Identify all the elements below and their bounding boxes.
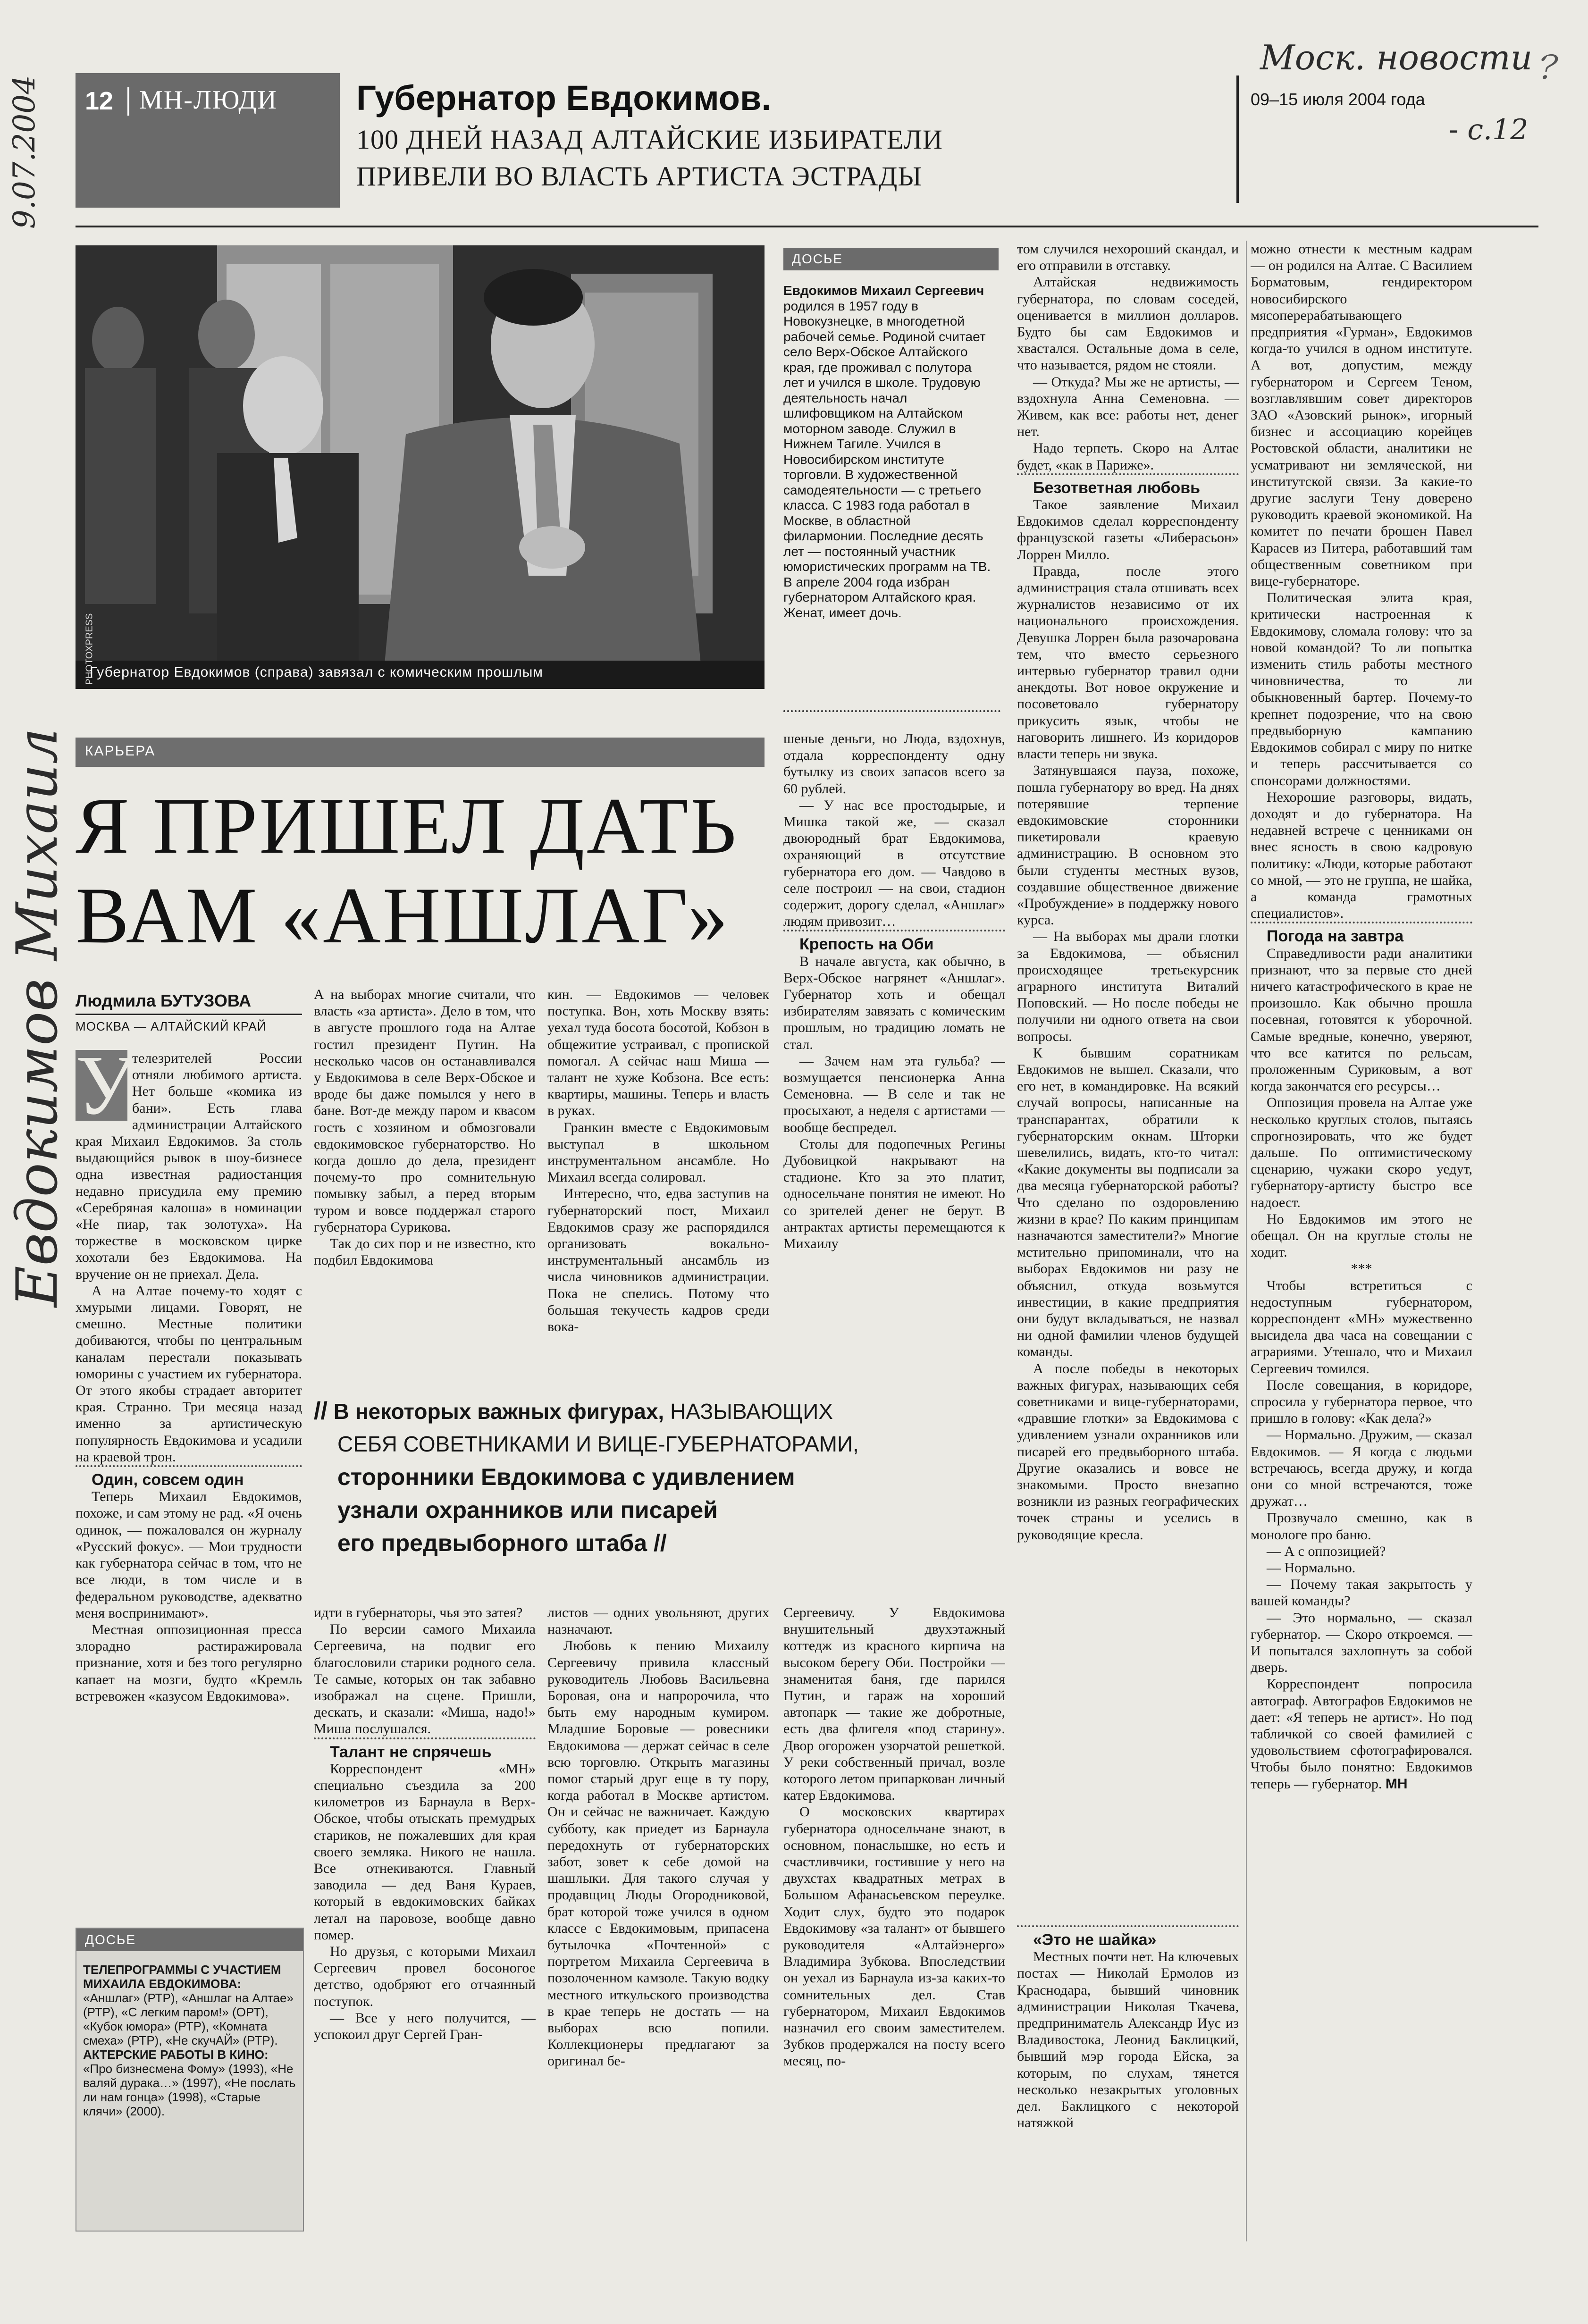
col7-p8: После совещания, в коридоре, спросила у губернатора первое, что пришло в голову: «Как дела?» — [1251, 1377, 1472, 1426]
col4-p5: Столы для подопечных Регины Дубовицкой накрывают на стадионе. Кто за это платит, односельчане понятия не имеют. Но со зрителей денег не берут. В антрактах артисты перемещаются к Михаилу — [783, 1136, 1005, 1252]
article-col-4-lower — [783, 1604, 1005, 2241]
col7-stars: *** — [1351, 1261, 1372, 1277]
col3-lower-p2: Любовь к пению Михаилу Сергеевичу привила классный руководитель Любовь Васильевна Боровая, она и напророчила, что быть ему народным кумиром. Младшие Боровые — ровесники Евдокимова — держат сейчас в селе всю торговлю. Открыть магазины помог старый друг еще в ту пору, когда работал в Москве артистом. Он и сейчас не важничает. Каждую субботу, как приедет из Барнаула передохнуть от губернаторских забот, зовет к себе домой на шашлыки. Для такого случая у продавщиц Люды Огородниковой, брат которой тоже учился в одном классе с Евдокимовым, припасена бутылочка «Почтенной» с портретом Михаила Сергеевича в позолоченном камзоле. Такую водку местного иткульского производства в крае теперь не достать — на выборах всю попили. Коллекционеры предлагают за оригинал бе- — [547, 1638, 769, 2069]
article-col-4-upper — [783, 730, 1005, 1391]
headline-line2: ВАМ «АНШЛАГ» — [76, 871, 730, 960]
col5-top3: — Откуда? Мы же не артисты, — вздохнула Анна Семеновна. — Живем, как все: работы нет, денег нет. — [1017, 374, 1239, 440]
byline-rule — [76, 1014, 302, 1015]
handwritten-source: Моск. новости — [1260, 38, 1533, 77]
page-number-divider — [127, 87, 129, 116]
handwritten-name: Евдокимов Михаил — [5, 728, 70, 1307]
dossier-top — [783, 283, 996, 708]
col4-p3: В начале августа, как обычно, в Верх-Обское нагрянет «Аншлаг». Губернатор хоть и обещал избирателям завязать с комическим прошлым, но традицию ломать не стал. — [783, 953, 1005, 1052]
col1-p4: Местная оппозиционная пресса злорадно растиражировала признание, хотя и без того регулярно капает на мозги, будто «Кремль встревожен «казусом Евдокимова». — [76, 1621, 302, 1704]
col7-p11: — А с оппозицией? — [1267, 1543, 1386, 1559]
handwritten-page-ref: - с.12 — [1449, 113, 1529, 146]
page-header — [76, 73, 340, 208]
dossier-bottom-film-head: АКТЕРСКИЕ РАБОТЫ В КИНО: — [83, 2047, 269, 2062]
col7-p10: Прозвучало смешно, как в монологе про баню. — [1251, 1510, 1472, 1543]
col7-p13: — Почему такая закрытость у вашей команды? — [1251, 1577, 1472, 1609]
quote-line-2: СЕБЯ СОВЕТНИКАМИ И ВИЦЕ-ГУБЕРНАТОРАМИ, — [337, 1432, 859, 1456]
col4-subhead: Крепость на Оби — [783, 930, 1005, 953]
col7-subhead: Погода на завтра — [1251, 922, 1472, 945]
col4-top: шеные деньги, но Люда, вздохнув, отдала корреспонденту одну бутылку из своих запасов всего за 60 рублей. — [783, 731, 1005, 797]
col3-lower-p1: листов — одних увольняют, других назначают. — [547, 1605, 769, 1637]
page-number: 12 — [85, 87, 114, 115]
article-col-2-upper — [314, 986, 536, 1387]
quote-line-5: его предвыборного штаба // — [337, 1530, 667, 1556]
section-name: МН-ЛЮДИ — [139, 85, 277, 115]
col7-p14: — Это нормально, — сказал губернатор. — Скоро откроемся. — И попытался захлопнуть за собой дверь. — [1251, 1610, 1472, 1676]
col3-p1: кин. — Евдокимов — человек поступка. Вон, хоть Москву взять: уехал туда босота босотой, Кобзон в общежитие устраивал, с пропиской помогал. А сейчас наш Миша — талант не хуже Кобзона. Все есть: квартиры, машины. Теперь и власть в руках. — [547, 987, 769, 1119]
dossier-top-bottom-rule — [783, 710, 1000, 712]
pull-quote — [314, 1397, 989, 1595]
header-subtitle-2: ПРИВЕЛИ ВО ВЛАСТЬ АРТИСТА ЭСТРАДЫ — [356, 161, 922, 192]
col7-p3: Нехорошие разговоры, видать, доходят и до губернатора. На недавней встрече с ценниками он внес ясность в свою кадровую политику: «Люди, которые работают со мной, — это не группа, не шайка, а команда грамотных специалистов». — [1251, 789, 1472, 922]
col2-p1: А на выборах многие считали, что власть «за артиста». Дело в том, что в августе прошлого года на Алтае гостил президент Путин. На несколько часов он останавливался у Евдокимова в селе Верх-Обское и вроде бы даже помылся у него в бане. Вот-де между паром и квасом гость с хозяином и обмозговали евдокимовское губернаторство. Но когда дошло до дела, президент почему-то про сомнительную помывку забыл, а перед вторым туром и вовсе поддержал старого губернатора Сурикова. — [314, 987, 536, 1235]
col4-lower-p2: О московских квартирах губернатора односельчане знают, в основном, понаслышке, но есть и счастливчики, гостившие у него на двухстах квадратных метрах в Большом Афанасьевском переулке. Ходит слух, будто это подарок Евдокимову «за талант» от бывшего руководителя «Алтайэнерго» Владимира Зубкова. Впоследствии он уехал из Барнаула из-за каких-то сомнительных дел. Став губернатором, Михаил Евдокимов назначил его своим заместителем. Зубков продержался на посту всего месяц, по- — [783, 1804, 1005, 2069]
col3-p2: Гранкин вместе с Евдокимовым выступал в школьном инструментальном ансамбле. Но Михаил всегда солировал. — [547, 1119, 769, 1185]
col5-p5: Затянувшаяся пауза, похоже, пошла губернатору во вред. На днях потерявшие терпение евдокимовские сторонники пикетировали краевую администрацию. В основном это были студенты местных вузов, создавшие общественное движение «Пробуждение» в поддержку нового курса. — [1017, 763, 1239, 928]
col2-lower-p2: Корреспондент «МН» специально съездила за 200 километров из Барнаула в Верх-Обское, чтобы отыскать премудрых стариков, не пожалевших для края своего земляка. Никого не нашла. Все отнекиваются. Главный заводила — дед Ваня Кураев, который в евдокимовских байках летал на паровозе, вообще давно помер. — [314, 1761, 536, 1943]
col7-p5: Оппозиция провела на Алтае уже несколько круглых столов, пытаясь спрогнозировать, что же будет дальше. По оптимистическому сценарию, чужаки скоро уедут, губернатору-артисту быстро все надоест. — [1251, 1095, 1472, 1210]
rubric-bar — [76, 738, 765, 767]
quote-line-1-bold: В некоторых важных фигурах, — [333, 1399, 664, 1424]
article-col-7 — [1251, 241, 1472, 2223]
article-col-3-lower — [547, 1604, 769, 2241]
col5-top4: Надо терпеть. Скоро на Алтае будет, «как в Париже». — [1017, 440, 1239, 473]
dossier-bottom — [76, 1928, 304, 2232]
header-bottom-rule — [76, 226, 1538, 227]
col2-lower-p3: Но друзья, с которыми Михаил Сергеевич провел босоногое детство, одобряют его отчаянный поступок. — [314, 1944, 536, 2009]
col7-p15-text: Корреспондент попросила автограф. Автографов Евдокимов не дает: «Я теперь не артист». Но под табличкой со своей фамилией с удовольствием сфотографировался. Чтобы было понятно: Евдокимов теперь — губернатор. — [1251, 1676, 1472, 1792]
header-date: 09–15 июля 2004 года — [1251, 90, 1425, 109]
col6-p1: Местных почти нет. На ключевых постах — Николай Ермолов из Краснодара, бывший чиновник администрации Николая Ткачева, предприниматель Александр Иус из Владивостока, Леонид Баклицкий, бывший мэр города Ейска, за которым, по слухам, тянется несколько незакрытых уголовных дел. Баклицкого с некоторой натяжкой — [1017, 1949, 1239, 2131]
col1-p2: А на Алтае почему-то ходят с хмурыми лицами. Говорят, не смешно. Местные политики добиваются, чтобы по центральным каналам перестали показывать юморины с участием их губернатора. От этого якобы страдает авторитет края. Странно. Три месяца назад именно за артистическую популярность Евдокимова и усадили на краевой трон. — [76, 1283, 302, 1465]
article-col-6 — [1017, 1925, 1239, 2246]
col5-top: том случился нехороший скандал, и его отправили в отставку. — [1017, 241, 1239, 274]
col4-lower-p1: Сергеевичу. У Евдокимова внушительный двухэтажный коттедж из красного кирпича на высоком берегу Оби. Постройки — знаменитая баня, где парился Путин, и гараж на хороший автопарк — такие же добротные, есть два флигеля «под старину». Двор огорожен узорчатой решеткой. У реки собственный причал, возле которого летом припаркован личный катер Евдокимова. — [783, 1605, 1005, 1804]
col7-p4: Справедливости ради аналитики признают, что за первые сто дней ничего катастрофического в крае не произошло. Как обычно прошла посевная, готовятся к уборочной. Самые вредные, конечно, уверяют, что все катится по рельсам, проложенным Суриковым, а вот когда закончатся его ресурсы… — [1251, 945, 1472, 1094]
headline-line1: Я ПРИШЕЛ ДАТЬ — [76, 781, 739, 870]
header-subtitle-1: 100 ДНЕЙ НАЗАД АЛТАЙСКИЕ ИЗБИРАТЕЛИ — [356, 124, 943, 155]
col4-top2: — У нас все простодырые, и Мишка такой же, — сказал двоюродный брат Евдокимова, охраняющий в отсутствие губернатора его дом. — Чавдово в селе построил — на свои, стадион содержит, дорогу сделал, «Аншлаг» людям привозит… — [783, 797, 1005, 930]
article-col-3-upper — [547, 986, 769, 1387]
col1-lead-wrap — [76, 1038, 302, 1283]
signature-mn: МН — [1385, 1776, 1408, 1792]
quote-line-1-rest: НАЗЫВАЮЩИХ — [664, 1399, 833, 1424]
byline-author: Людмила БУТУЗОВА — [76, 991, 252, 1010]
dossier-top-text: родился в 1957 году в Новокузнецке, в многодетной рабочей семье. Родиной считает село Верх-Обское Алтайского края, где проживал с полутора лет и учился в школе. Трудовую деятельность начал шлифовщиком на Алтайском моторном заводе. Служил в Нижнем Тагиле. Учился в Новосибирском институте торговли. В художественной самодеятельности — с третьего класса. С 1983 года работал в Москве, в областной филармонии. Последние десять лет — постоянный участник юмористических программ на ТВ. В апреле 2004 года избран губернатором Алтайского края. Женат, имеет дочь. — [783, 298, 991, 620]
quote-line-5-text: его предвыборного штаба — [337, 1530, 647, 1556]
col5-subhead: Безответная любовь — [1017, 473, 1239, 496]
dossier-bottom-film: «Про бизнесмена Фому» (1993), «Не валяй дурака…» (1997), «Не послать ли нам гонца» (1998), «Старые клячи» (2000). — [83, 2062, 296, 2118]
col5-p4: Правда, после этого администрация стала отшивать всех журналистов независимо от их национального происхождения. Девушка Лоррен была разочарована тем, что вместо серьезного интервью губернатор травил одни анекдоты. Вот новое окружение и посоветовало губернатору прикусить язык, чтобы не наговорить лишнего. Из коридоров власти теперь ни звука. — [1017, 563, 1239, 762]
col7-p6: Но Евдокимов им этого не обещал. Он на круглые столы не ходит. — [1251, 1211, 1472, 1260]
article-col-2-lower — [314, 1604, 536, 2241]
col7-p15 — [1251, 1676, 1472, 1792]
col7-p2: Политическая элита края, критически настроенная к Евдокимову, сломала голову: что за новой командой? То ли попытка изменить стиль работы местного чиновничества, то ли обыкновенный бартер. Почему-то крепнет подозрение, что на свою предвыборную кампанию Евдокимов собирал с миру по нитке и теперь рассчитывается со спонсорами должностями. — [1251, 590, 1472, 789]
col7-p7: Чтобы встретиться с недоступным губернатором, корреспондент «МН» мужественно высидела два часа на совещании с аграриями. Утешало, что и Михаил Сергеевич томился. — [1251, 1277, 1472, 1376]
photo-credit: PHOTOXPRESS — [84, 613, 95, 685]
col2-p2: Так до сих пор и не известно, кто подбил Евдокимова — [314, 1236, 536, 1268]
drop-cap: У — [76, 1038, 136, 1132]
handwritten-date: 9.07.2004 — [7, 75, 42, 229]
col-rule-2 — [1246, 241, 1247, 2241]
byline-location: МОСКВА — АЛТАЙСКИЙ КРАЙ — [76, 1019, 267, 1033]
col7-p12: — Нормально. — [1267, 1560, 1356, 1576]
photo-caption: Губернатор Евдокимов (справа) завязал с комическим прошлым — [90, 664, 543, 680]
col1-lead: телезрителей России отняли любимого артиста. Нет больше «комика из бани». Есть глава администрации Алтайского края Михаил Евдокимов. За столь выдающийся рывок в шоу-бизнесе одна известная радиостанция недавно присудила ему премию «Серебряная калоша» в номинации «Не пиар, так золотуха». На торжестве в московском цирке хохотали без Евдокимова. На вручение он не приехал. Дела. — [76, 1050, 302, 1282]
col6-subhead: «Это не шайка» — [1017, 1925, 1239, 1948]
photo-illustration — [76, 245, 765, 689]
col7-p1: можно отнести к местным кадрам — он родился на Алтае. С Василием Борматовым, гендиректором новосибирского мясоперерабатывающего предприятия «Гурман», Евдокимов когда-то учился в одном институте. А вот, допустим, между губернатором и Сергеем Теном, возглавлявшим совет директоров ЗАО «Азовский рынок», игорный бизнес и ассоциацию корейцев Ростовской области, аналитики не усматривают ни земляческой, ни институтской связи. За какие-то другие заслуги Тену доверено руководить краевой экономикой. На комитет по печати брошен Павел Карасев из Питера, работавший там общественным советником при вице-губернаторе. — [1251, 241, 1472, 589]
photo-governor — [76, 245, 765, 689]
dossier-top-name: Евдокимов Михаил Сергеевич — [783, 283, 984, 298]
header-title: Губернатор Евдокимов. — [356, 78, 772, 117]
col4-p4: — Зачем нам эта гульба? — возмущается пенсионерка Анна Семеновна. — В селе и так не просыхают, а неделя с артистами — вообще беспредел. — [783, 1053, 1005, 1135]
handwritten-mark: ﹖ — [1527, 42, 1564, 85]
dossier-bottom-tv-head: ТЕЛЕПРОГРАММЫ С УЧАСТИЕМ МИХАИЛА ЕВДОКИМОВА: — [83, 1963, 281, 1991]
col2-lower-top: идти в губернаторы, чья это затея? — [314, 1605, 523, 1620]
dossier-bottom-tv: «Аншлаг» (РТР), «Аншлаг на Алтае» (РТР), «С легким паром!» (ОРТ), «Кубок юмора» (РТР), «Комната смеха» (РТР), «Не скучАЙ» (РТР). — [83, 1991, 294, 2047]
rubric-label: КАРЬЕРА — [85, 743, 156, 759]
col5-p6: — На выборах мы драли глотки за Евдокимова, — объяснил происходящее третьекурсник аграрного института Виталий Поповский. — Но после победы не получили ни одного ответа на свои вопросы. — [1017, 929, 1239, 1044]
col5-p8: А после победы в некоторых важных фигурах, называющих себя советниками и вице-губернаторами, «дравшие глотки» за Евдокимова с удивлением узнали охранников или писарей его предвыборного штаба. Другие оказались и вовсе не знакомыми. Просто внезапно возникли из разных географических точек страны и уселись в руководящие кресла. — [1017, 1360, 1239, 1543]
quote-line-4: узнали охранников или писарей — [337, 1497, 718, 1523]
dossier-bottom-body — [83, 1963, 296, 2227]
col2-lower-p4: — Все у него получится, — успокоил друг Сергей Гран- — [314, 2010, 536, 2043]
col7-p9: — Нормально. Дружим, — сказал Евдокимов. — Я когда с людьми встречаюсь, всегда дружу, и когда они со мной встречаются, тоже дружат… — [1251, 1427, 1472, 1510]
quote-line-1: // В некоторых важных фигурах, НАЗЫВАЮЩИХ — [314, 1397, 833, 1425]
col2-lower-subhead: Талант не спрячешь — [314, 1737, 536, 1761]
col1-subhead: Один, совсем один — [76, 1465, 302, 1488]
col2-lower-p1: По версии самого Михаила Сергеевича, на подвиг его благословили старики родного села. Те самые, которых он так забавно изображал на сцене. Пришли, дескать, и сказали: «Миша, надо!» Миша послушался. — [314, 1621, 536, 1737]
article-col-5 — [1017, 241, 1239, 1921]
dossier-bottom-label: ДОСЬЕ — [76, 1929, 303, 1951]
dossier-top-label: ДОСЬЕ — [783, 248, 999, 270]
col5-p7: К бывшим соратникам Евдокимов не вышел. Сказали, что его нет, в командировке. На всякий случай вопросы, написанные на транспарантах, обратили к губернаторским окнам. Шторки шевелились, видать, кто-то читал: «Какие документы вы подписали за два месяца губернаторской работы? Что сделано по оздоровлению жизни в крае? По каким принципам назначаются заместители?» Многие мстительно припоминали, что на выборах Евдокимов ни разу не объяснил, откуда возьмутся инвестиции, в какие предприятия они будут вкладываться, не назвал ни одной фамилии членов будущей команды. — [1017, 1045, 1239, 1360]
header-divider — [1236, 76, 1239, 203]
col3-p3: Интересно, что, едва заступив на губернаторский пост, Михаил Евдокимов сразу же распорядился организовать вокально-инструментальный ансамбль из числа чиновников администрации. Пока не спелись. Потому что большая текучесть кадров среди вока- — [547, 1186, 769, 1335]
col1-p3: Теперь Михаил Евдокимов, похоже, и сам этому не рад. «Я очень одинок, — пожаловался он журналу «Русский фокус». — Мои трудности как губернатора сейчас в том, что не все люди, в том числе и в федеральном руководстве, адекватно меня воспринимают». — [76, 1489, 302, 1621]
col5-top2: Алтайская недвижимость губернатора, по словам соседей, оценивается в миллион долларов. Будто бы сам Евдокимов и хвастался. Остальные дома в селе, что называется, рядом не стояли. — [1017, 274, 1239, 373]
col5-p3: Такое заявление Михаил Евдокимов сделал корреспонденту французской газеты «Либерасьон» Лоррен Милло. — [1017, 497, 1239, 562]
quote-line-3: сторонники Евдокимова с удивлением — [337, 1464, 795, 1490]
